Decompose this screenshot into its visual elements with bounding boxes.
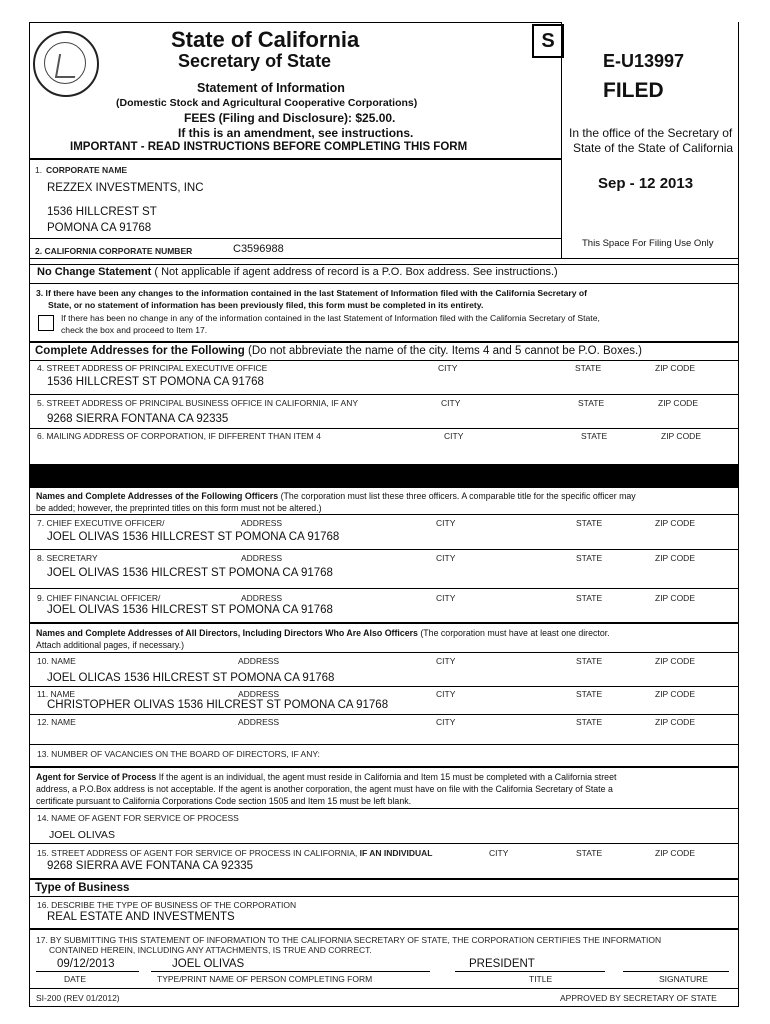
item14-value[interactable]: JOEL OLIVAS	[49, 829, 115, 841]
corporate-address1[interactable]: 1536 HILLCREST ST	[47, 206, 157, 218]
item5-label: 5. STREET ADDRESS OF PRINCIPAL BUSINESS OFFICE IN CALIFORNIA, IF ANY	[37, 398, 359, 408]
item9-address-label: ADDRESS	[241, 593, 283, 603]
item16-label: 16. DESCRIBE THE TYPE OF BUSINESS OF THE CORPORATION	[37, 900, 297, 910]
item14-top-line	[29, 808, 739, 809]
item10-city-label: CITY	[436, 656, 456, 666]
item6-label: 6. MAILING ADDRESS OF CORPORATION, IF DIFFERENT THAN ITEM 4	[37, 431, 321, 441]
cert-title-label: TITLE	[529, 974, 553, 984]
no-change-heading	[37, 266, 558, 278]
item7-top-line	[29, 514, 739, 515]
item11-label: 11. NAME	[37, 689, 76, 699]
item5-city-label: CITY	[441, 398, 461, 408]
header-top-line	[29, 22, 561, 23]
corporate-address2[interactable]: POMONA CA 91768	[47, 222, 152, 234]
item6-city-label: CITY	[444, 431, 464, 441]
item8-state-label: STATE	[576, 553, 603, 563]
officers-heading-rest: (The corporation must list these three officers. A comparable title for the specific officer may	[278, 491, 636, 501]
item9-zip-label: ZIP CODE	[655, 593, 695, 603]
cert-date-line	[36, 971, 139, 972]
item2-label: 2. CALIFORNIA CORPORATE NUMBER	[35, 246, 193, 256]
item17-line1: 17. BY SUBMITTING THIS STATEMENT OF INFORMATION TO THE CALIFORNIA SECRETARY OF STATE, THE CORPORATION CERTIFIES THE INFORMATION	[36, 935, 662, 945]
item15-label-text: 15. STREET ADDRESS OF AGENT FOR SERVICE OF PROCESS IN CALIFORNIA,	[37, 848, 358, 858]
cert-title-line	[455, 971, 605, 972]
item8-city-label: CITY	[436, 553, 456, 563]
item9-state-label: STATE	[576, 593, 603, 603]
corporate-name[interactable]: REZZEX INVESTMENTS, INC	[47, 182, 204, 194]
addresses-heading-bold: Complete Addresses for the Following	[35, 345, 245, 357]
header-state: State of California	[171, 27, 360, 52]
item5-top-line	[29, 394, 739, 395]
item7-address-label: ADDRESS	[241, 518, 283, 528]
item10-zip-label: ZIP CODE	[655, 656, 695, 666]
item13-label: 13. NUMBER OF VACANCIES ON THE BOARD OF DIRECTORS, IF ANY:	[37, 749, 320, 759]
item16-value[interactable]: REAL ESTATE AND INVESTMENTS	[47, 911, 235, 923]
s-box: S	[532, 24, 564, 58]
item11-value[interactable]: CHRISTOPHER OLIVAS 1536 HILCREST ST POMONA CA 91768	[47, 699, 389, 711]
agent-text1-rest: If the agent is an individual, the agent must reside in California and Item 15 must be completed with a California street	[156, 772, 617, 782]
item3-top-line	[29, 283, 739, 284]
cert-date-label: DATE	[64, 974, 87, 984]
header-divider	[561, 22, 562, 258]
addresses-heading	[35, 345, 642, 357]
item12-zip-label: ZIP CODE	[655, 717, 695, 727]
agent-heading: Agent for Service of Process	[36, 772, 157, 782]
directors-heading	[36, 628, 610, 638]
item10-value[interactable]: JOEL OLICAS 1536 HILCREST ST POMONA CA 91768	[47, 672, 335, 684]
corporate-number[interactable]: C3596988	[233, 243, 284, 255]
footer-top-line	[29, 988, 739, 989]
item8-address-label: ADDRESS	[241, 553, 283, 563]
agent-text2: address, a P.O.Box address is not acceptable. If the agent is another corporation, the agent must have on file with the California Secretary of State a	[36, 784, 613, 794]
item10-address-label: ADDRESS	[238, 656, 280, 666]
filing-space-label: This Space For Filing Use Only	[582, 238, 714, 249]
item7-label: 7. CHIEF EXECUTIVE OFFICER/	[37, 518, 165, 528]
item3-line2: State, or no statement of information has been previously filed, this form must be completed in its entirety.	[48, 300, 484, 310]
cert-top-line	[29, 928, 739, 930]
directors-heading-rest: (The corporation must have at least one director.	[417, 628, 610, 638]
footer-form-rev: SI-200 (REV 01/2012)	[36, 993, 120, 1003]
item8-top-line	[29, 549, 739, 550]
item8-label: 8. SECRETARY	[37, 553, 98, 563]
item9-label: 9. CHIEF FINANCIAL OFFICER/	[37, 593, 161, 603]
item11-zip-label: ZIP CODE	[655, 689, 695, 699]
footer-approved: APPROVED BY SECRETARY OF STATE	[560, 993, 717, 1003]
state-seal-icon	[33, 31, 99, 97]
item15-top-line	[29, 843, 739, 844]
cert-date-value[interactable]: 09/12/2013	[57, 958, 115, 970]
cert-signature-label: SIGNATURE	[659, 974, 708, 984]
item9-top-line	[29, 588, 739, 589]
item1-label: CORPORATE NAME	[46, 165, 128, 175]
item10-top-line	[29, 652, 739, 653]
form-title: Statement of Information	[197, 81, 345, 95]
item15-zip-label: ZIP CODE	[655, 848, 695, 858]
directors-heading-bold: Names and Complete Addresses of All Directors, Including Directors Who Are Also Officers	[36, 628, 418, 638]
important-note: IMPORTANT - READ INSTRUCTIONS BEFORE COMPLETING THIS FORM	[70, 141, 468, 153]
item16-top-line	[29, 896, 739, 897]
item12-address-label: ADDRESS	[238, 717, 280, 727]
filing-office-line1: In the office of the Secretary of	[569, 126, 733, 140]
item17-line2: CONTAINED HEREIN, INCLUDING ANY ATTACHMENTS, IS TRUE AND CORRECT.	[49, 945, 372, 955]
item2-top-line	[29, 238, 561, 239]
item11-city-label: CITY	[436, 689, 456, 699]
item1-label-num: 1.	[35, 165, 43, 175]
item3-line1: 3. If there have been any changes to the information contained in the last Statement of Information filed with the California Secretary of	[36, 288, 588, 298]
item12-label: 12. NAME	[37, 717, 76, 727]
item4-city-label: CITY	[438, 363, 458, 373]
item4-zip-label: ZIP CODE	[655, 363, 695, 373]
directors-heading-line2: Attach additional pages, if necessary.)	[36, 640, 185, 650]
item4-state-label: STATE	[575, 363, 602, 373]
item15-state-label: STATE	[576, 848, 603, 858]
item15-label	[37, 848, 433, 858]
filing-office-line2: State of the State of California	[573, 141, 734, 155]
item7-state-label: STATE	[576, 518, 603, 528]
item12-top-line	[29, 714, 739, 715]
cert-name-value[interactable]: JOEL OLIVAS	[172, 958, 245, 970]
no-change-heading-rest: ( Not applicable if agent address of record is a P.O. Box address. See instructions.)	[151, 266, 558, 278]
officers-heading-bold: Names and Complete Addresses of the Following Officers	[36, 491, 279, 501]
item14-label: 14. NAME OF AGENT FOR SERVICE OF PROCESS	[37, 813, 239, 823]
item10-label: 10. NAME	[37, 656, 76, 666]
item13-top-line	[29, 744, 739, 745]
item6-state-label: STATE	[581, 431, 608, 441]
item5-zip-label: ZIP CODE	[658, 398, 698, 408]
cert-signature-line	[623, 971, 729, 972]
addresses-heading-rest: (Do not abbreviate the name of the city. Items 4 and 5 cannot be P.O. Boxes.)	[244, 345, 642, 357]
addresses-top-line	[29, 341, 739, 343]
filing-date: Sep - 12 2013	[598, 175, 694, 192]
item3-line3: If there has been no change in any of the information contained in the last Statement of Information filed with the California Secretary of State,	[61, 313, 600, 323]
item9-city-label: CITY	[436, 593, 456, 603]
item15-city-label: CITY	[489, 848, 509, 858]
cert-title-value[interactable]: PRESIDENT	[469, 958, 535, 970]
item15-label-bold: IF AN INDIVIDUAL	[357, 848, 433, 858]
item3-line4	[61, 325, 207, 335]
agent-text3: certificate pursuant to California Corporations Code section 1505 and Item 15 must be left blank.	[36, 796, 412, 806]
item11-address-label: ADDRESS	[238, 689, 280, 699]
directors-top-line	[29, 622, 739, 624]
item4-top-line	[29, 360, 739, 361]
item4-label: 4. STREET ADDRESS OF PRINCIPAL EXECUTIVE OFFICE	[37, 363, 268, 373]
item6-top-line	[29, 428, 739, 429]
no-change-top-line	[29, 264, 739, 265]
cert-name-line	[151, 971, 430, 972]
filing-status: FILED	[603, 79, 664, 102]
item8-value[interactable]: JOEL OLIVAS 1536 HILCREST ST POMONA CA 91768	[47, 567, 333, 579]
form-subtitle: (Domestic Stock and Agricultural Cooperative Corporations)	[116, 97, 418, 109]
item5-value[interactable]: 9268 SIERRA FONTANA CA 92335	[47, 413, 229, 425]
agent-top-line	[29, 766, 739, 768]
redacted-band	[29, 464, 739, 488]
filing-number: E-U13997	[603, 51, 685, 71]
fees: FEES (Filing and Disclosure): $25.00.	[184, 111, 396, 125]
item7-zip-label: ZIP CODE	[655, 518, 695, 528]
item3-line4-text: check the box and proceed to Item 17.	[61, 325, 208, 335]
cert-name-label: TYPE/PRINT NAME OF PERSON COMPLETING FORM	[157, 974, 373, 984]
item1-top-line	[29, 158, 561, 160]
item6-zip-label: ZIP CODE	[661, 431, 701, 441]
amendment-note: If this is an amendment, see instructions.	[178, 126, 414, 140]
item11-top-line	[29, 686, 739, 687]
officers-heading	[36, 491, 636, 501]
item5-state-label: STATE	[578, 398, 605, 408]
item9-value[interactable]: JOEL OLIVAS 1536 HILCREST ST POMONA CA 91768	[47, 604, 333, 616]
no-change-heading-bold: No Change Statement	[37, 266, 152, 278]
item11-state-label: STATE	[576, 689, 603, 699]
item8-zip-label: ZIP CODE	[655, 553, 695, 563]
header-office: Secretary of State	[178, 51, 332, 71]
business-top-line	[29, 878, 739, 880]
item12-city-label: CITY	[436, 717, 456, 727]
item4-value[interactable]: 1536 HILLCREST ST POMONA CA 91768	[47, 376, 264, 388]
item7-value[interactable]: JOEL OLIVAS 1536 HILLCREST ST POMONA CA 91768	[47, 531, 340, 543]
item7-city-label: CITY	[436, 518, 456, 528]
left-frame-top	[29, 258, 739, 259]
business-heading: Type of Business	[35, 882, 130, 894]
item12-state-label: STATE	[576, 717, 603, 727]
no-change-checkbox[interactable]	[38, 315, 54, 331]
agent-text1	[36, 772, 616, 782]
item10-state-label: STATE	[576, 656, 603, 666]
item15-value[interactable]: 9268 SIERRA AVE FONTANA CA 92335	[47, 860, 254, 872]
officers-heading-line2: be added; however, the preprinted titles on this form must not be altered.)	[36, 503, 322, 513]
